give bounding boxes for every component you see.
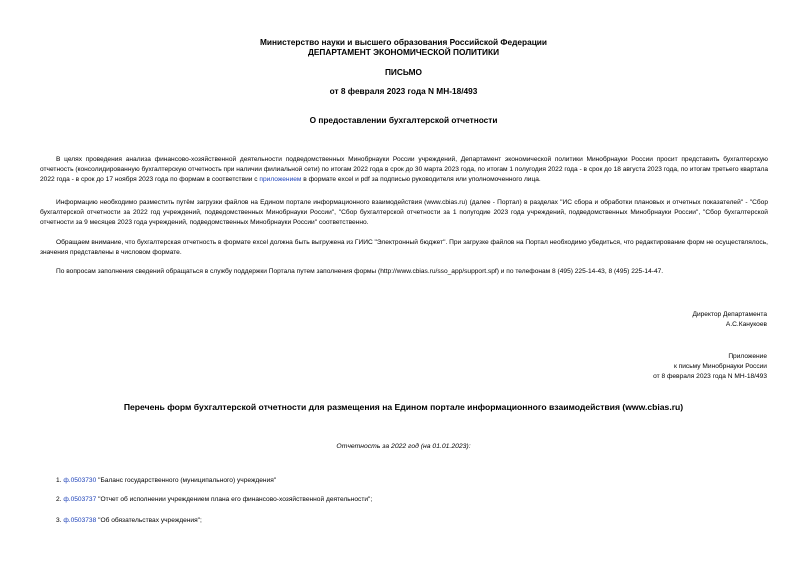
list-item-text: "Отчет об исполнении учреждением плана его финансово-хозяйственной деятельности"; — [96, 496, 373, 503]
paragraph-1-text-before: В целях проведения анализа финансово-хозяйственной деятельности подведомственных Минобрнауки России учреждений, Департамент экономической политики Минобрнауки России просит представить бухгалтерскую отчетность (консолидированную бухгалтерскую отчетность при наличии филиальной сети) по итогам 2022 года в срок до 30 марта 2023 года, по итогам 1 полугодия 2022 года - в срок до 18 августа 2023 года, по итогам третьего квартала 2022 года - в срок до 17 ноября 2023 года по формам в соответствии с — [40, 156, 768, 184]
form-link-0503738[interactable]: ф.0503738 — [63, 517, 97, 524]
paragraph-2 — [40, 198, 768, 229]
paragraph-4-text: По вопросам заполнения сведений обращаться в службу поддержки Портала путем заполнения формы (http://www.cbias.ru/sso_app/support.spf) и по телефонам 8 (495) 225-14-43, 8 (495) 225-14-47. — [56, 268, 664, 275]
appendix-date-number: от 8 февраля 2023 года N МН-18/493 — [653, 373, 767, 380]
list-item — [56, 516, 202, 526]
list-item-number: 2. — [56, 496, 64, 503]
list-item — [56, 495, 372, 505]
list-item-text: "Об обязательствах учреждения"; — [96, 517, 202, 524]
appendix-label: Приложение — [728, 353, 767, 360]
list-item-text: "Баланс государственного (муниципального) учреждения" — [96, 477, 277, 484]
reporting-period: Отчетность за 2022 год (на 01.01.2023): — [336, 443, 471, 450]
paragraph-2-text: Информацию необходимо разместить путём загрузки файлов на Едином портале информационного взаимодействия (www.cbias.ru) (далее - Портал) в разделах "ИС сбора и обработки плановых и отчетных показателей" - "Сбор бухгалтерской отчетности за 2022 год учреждений, подведомственных Минобрнауки России", "Сбор бухгалтерской отчетности за 1 полугодие 2023 года учреждений, подведомственных Минобрнауки России", "Сбор бухгалтерской отчетности за 9 месяцев 2023 года учреждений, подведомственных Минобрнауки России" соответственно. — [40, 199, 768, 227]
paragraph-3-text: Обращаем внимание, что бухгалтерская отчетность в формате excel должна быть выгружена из ГИИС "Электронный бюджет". При загрузке файлов на Портал необходимо убедиться, что редактирование форм не осуществлялось, значения представлены в числовом формате. — [40, 239, 768, 257]
signature-name: А.С.Канукоев — [725, 321, 767, 328]
paragraph-1 — [40, 155, 768, 186]
appendix-header — [653, 352, 767, 382]
document-subject: О предоставлении бухгалтерской отчетности — [309, 115, 498, 125]
paragraph-4 — [40, 267, 768, 277]
paragraph-1-text-after: в формате excel и pdf за подписью руководителя или уполномоченного лица. — [301, 176, 541, 184]
appendix-to-letter: к письму Минобрнауки России — [673, 363, 767, 370]
appendix-title: Перечень форм бухгалтерской отчетности для размещения на Едином портале информационного взаимодействия (www.cbias.ru) — [123, 402, 684, 412]
signature-position: Директор Департамента — [692, 311, 767, 318]
department-name: ДЕПАРТАМЕНТ ЭКОНОМИЧЕСКОЙ ПОЛИТИКИ — [307, 47, 500, 57]
form-link-0503730[interactable]: ф.0503730 — [63, 477, 97, 484]
list-item-number: 1. — [56, 477, 64, 484]
document-type: ПИСЬМО — [384, 67, 423, 77]
paragraph-3 — [40, 238, 768, 258]
ministry-name: Министерство науки и высшего образования Российской Федерации — [259, 37, 547, 47]
appendix-link[interactable]: приложением — [259, 176, 302, 184]
document-date-number: от 8 февраля 2023 года N МН-18/493 — [329, 86, 478, 96]
list-item-number: 3. — [56, 517, 64, 524]
signature-block — [692, 310, 767, 330]
form-link-0503737[interactable]: ф.0503737 — [63, 496, 97, 503]
list-item — [56, 476, 276, 486]
